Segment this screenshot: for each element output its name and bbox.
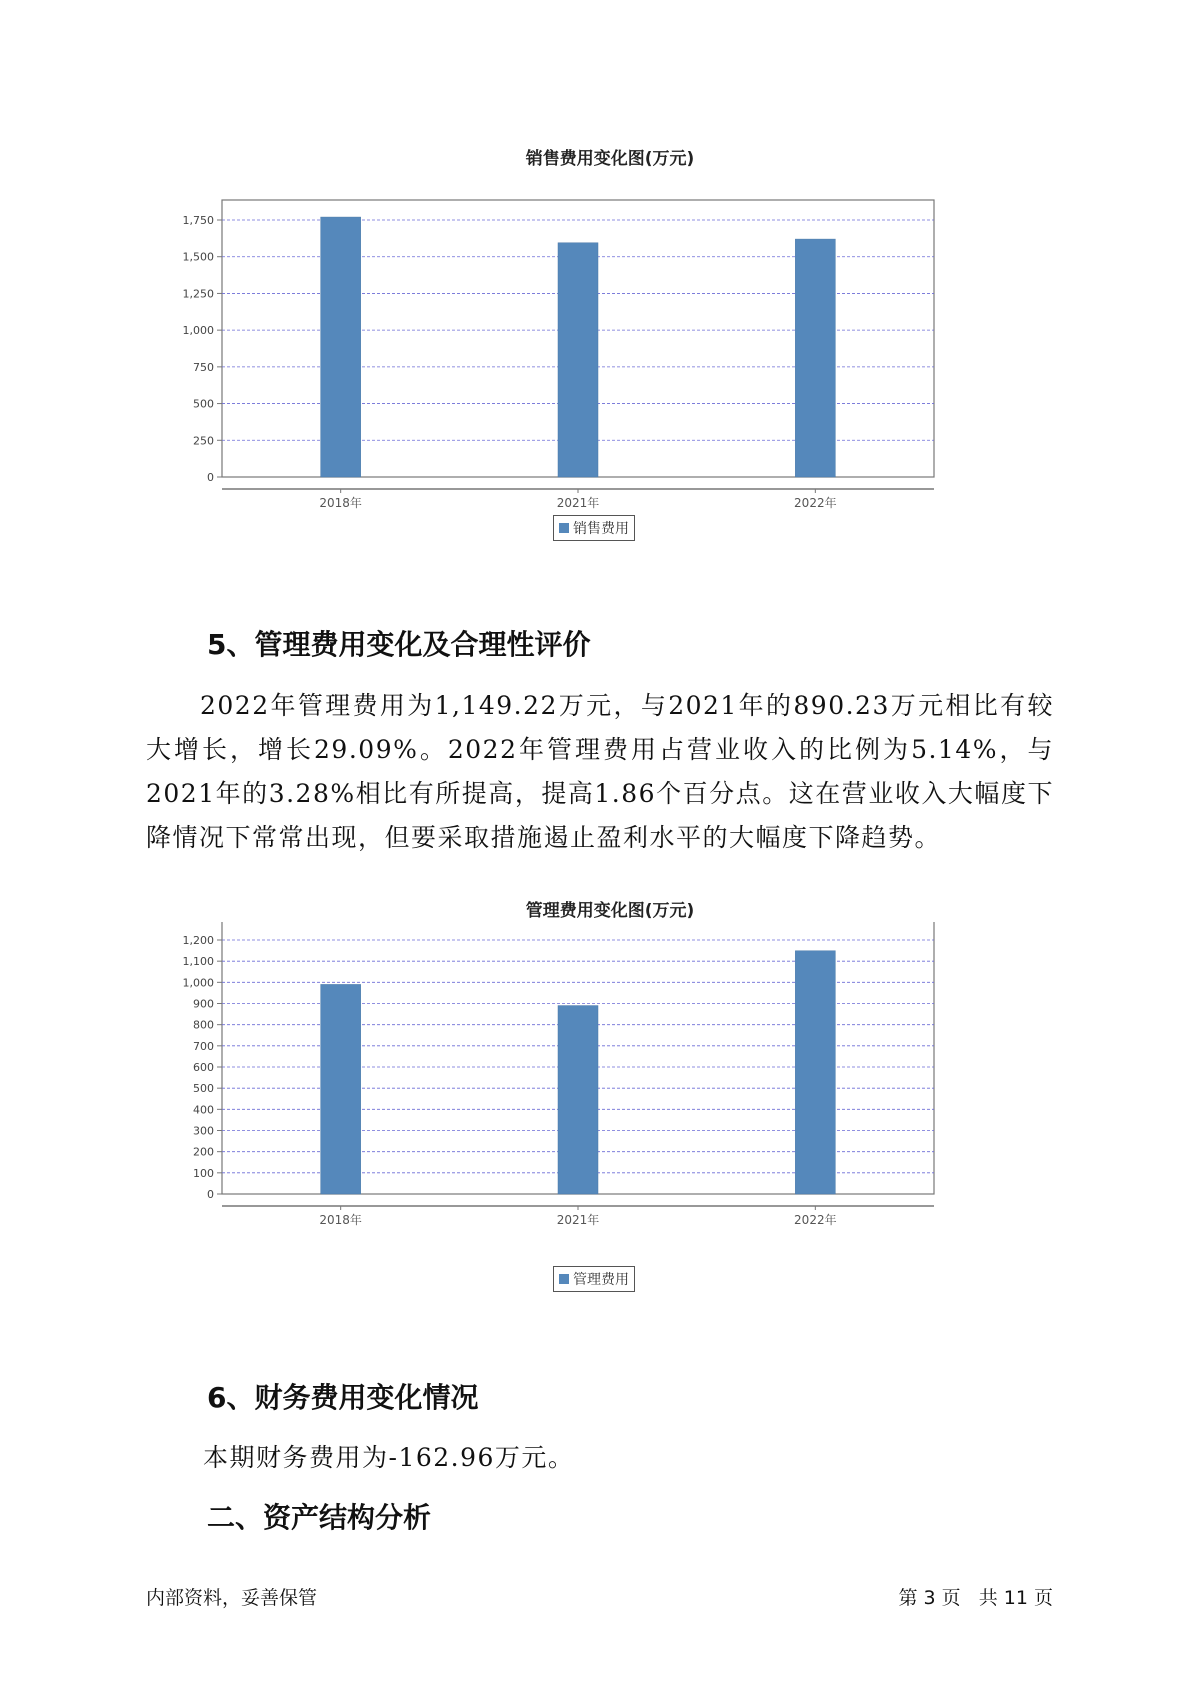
y-tick-label: 800 (193, 1018, 214, 1032)
y-tick-label: 400 (193, 1103, 214, 1117)
chart-title: 管理费用变化图(万元) (525, 901, 695, 921)
y-tick-label: 0 (207, 471, 214, 484)
sales-expense-chart (160, 140, 1060, 560)
sales-expense-plot (160, 170, 1060, 550)
y-tick-label: 250 (193, 434, 214, 448)
legend-label: 管理费用 (573, 1272, 629, 1288)
chart-legend (553, 1266, 635, 1292)
y-tick-label: 0 (207, 1188, 214, 1201)
y-tick-label: 600 (193, 1061, 214, 1074)
chart-title: 销售费用变化图(万元) (525, 149, 695, 169)
y-tick-label: 1,100 (182, 955, 214, 969)
admin-expense-heading: 5、管理费用变化及合理性评价 (207, 628, 591, 661)
y-tick-label: 700 (193, 1039, 214, 1053)
chart-legend (553, 515, 635, 541)
y-tick-label: 750 (193, 360, 214, 374)
legend-label: 销售费用 (573, 521, 629, 537)
y-tick-label: 1,750 (182, 214, 214, 227)
bar (558, 243, 598, 477)
y-tick-label: 1,500 (182, 250, 214, 264)
y-tick-label: 1,000 (182, 324, 214, 338)
x-tick-label: 2021年 (556, 1213, 600, 1227)
y-tick-label: 300 (193, 1124, 214, 1138)
x-tick-label: 2022年 (794, 1213, 837, 1227)
y-tick-label: 500 (193, 397, 214, 411)
y-tick-label: 500 (193, 1082, 214, 1096)
bar (558, 1006, 598, 1194)
bar (321, 217, 361, 477)
admin-expense-plot (160, 922, 1060, 1302)
finance-expense-paragraph: 本期财务费用为-162.96万元。 (203, 1443, 575, 1472)
footer-page-number: 第 3 页 共 11 页 (898, 1587, 1053, 1609)
finance-expense-heading: 6、财务费用变化情况 (207, 1381, 479, 1414)
legend-swatch (559, 523, 569, 533)
x-tick-label: 2022年 (794, 496, 837, 510)
y-tick-label: 1,200 (182, 934, 214, 947)
y-tick-label: 1,250 (182, 287, 214, 301)
admin-expense-paragraph: 2022年管理费用为1,149.22万元，与2021年的890.23万元相比有较大增长，增长29.09%。2022年管理费用占营业收入的比例为5.14%，与2021年的3.28%相比有所提高，提高1.86个百分点。这在营业收入大幅度下降情况下常常出现，但要采取措施遏止盈利水平的大幅度下降趋势。 (146, 691, 1054, 852)
y-tick-label: 200 (193, 1145, 214, 1159)
asset-structure-heading: 二、资产结构分析 (207, 1501, 432, 1534)
x-tick-label: 2021年 (556, 496, 600, 510)
legend-swatch (559, 1274, 569, 1284)
footer-confidential-note: 内部资料，妥善保管 (146, 1587, 318, 1609)
admin-expense-chart (160, 890, 1060, 1310)
x-tick-label: 2018年 (319, 1213, 362, 1227)
y-tick-label: 1,000 (182, 976, 214, 990)
y-tick-label: 100 (193, 1166, 214, 1180)
bar (795, 239, 835, 477)
y-tick-label: 900 (193, 997, 214, 1011)
bar (321, 984, 361, 1194)
x-tick-label: 2018年 (319, 496, 362, 510)
bar (795, 951, 835, 1194)
